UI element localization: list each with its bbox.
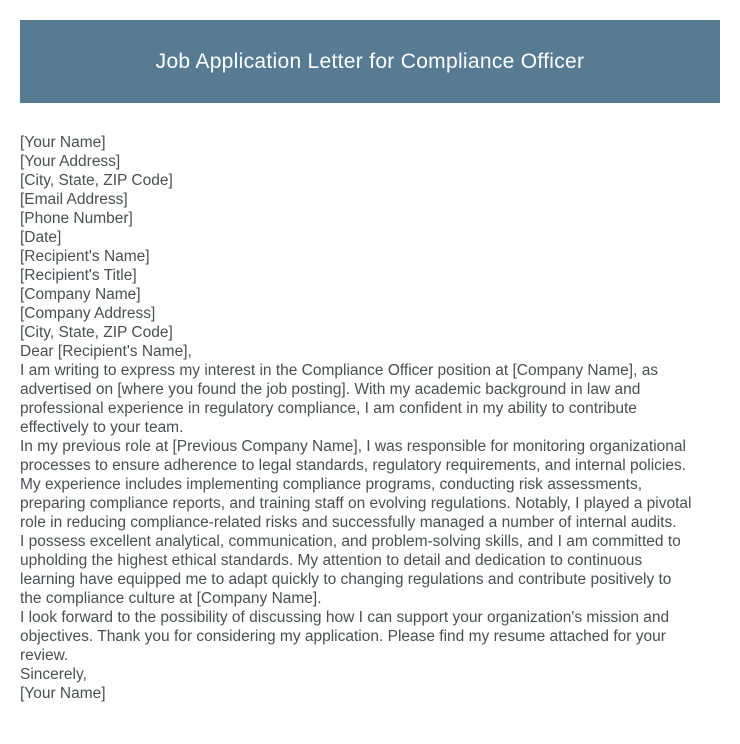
letter-line: [Your Name] — [20, 134, 106, 151]
letter-line: My experience includes implementing compliance programs, conducting risk assessments, — [20, 476, 642, 493]
letter-line: I look forward to the possibility of discussing how I can support your organization's mission and — [20, 609, 670, 626]
letter-line: [Recipient's Name] — [20, 248, 150, 265]
letter-line: review. — [20, 647, 69, 664]
letter-line: [Recipient's Title] — [20, 267, 137, 284]
letter-line: Dear [Recipient's Name], — [20, 343, 192, 360]
letter-line: [Email Address] — [20, 191, 128, 208]
letter-line: objectives. Thank you for considering my application. Please find my resume attached for your — [20, 628, 666, 645]
letter-line: the compliance culture at [Company Name]. — [20, 590, 322, 607]
document-title: Job Application Letter for Compliance Officer — [155, 49, 585, 73]
letter-body — [20, 133, 720, 703]
letter-line: learning have equipped me to adapt quickly to changing regulations and contribute positively to — [20, 571, 672, 588]
letter-line: advertised on [where you found the job posting]. With my academic background in law and — [20, 381, 641, 398]
letter-line: effectively to your team. — [20, 419, 184, 436]
letter-line: preparing compliance reports, and training staff on evolving regulations. Notably, I played a pivotal — [20, 495, 692, 512]
letter-line: [Your Address] — [20, 153, 121, 170]
letter-line: processes to ensure adherence to legal standards, regulatory requirements, and internal policies. — [20, 457, 687, 474]
letter-line: I possess excellent analytical, communication, and problem-solving skills, and I am committed to — [20, 533, 681, 550]
letter-line: [Phone Number] — [20, 210, 133, 227]
document-header-bar — [20, 20, 720, 103]
letter-line: [City, State, ZIP Code] — [20, 172, 173, 189]
letter-line: [Company Name] — [20, 286, 141, 303]
letter-line: [Your Name] — [20, 685, 106, 702]
letter-line: [Company Address] — [20, 305, 156, 322]
letter-line: [Date] — [20, 229, 62, 246]
document-page — [0, 20, 740, 744]
letter-line: upholding the highest ethical standards. My attention to detail and dedication to continuous — [20, 552, 643, 569]
letter-line: professional experience in regulatory compliance, I am confident in my ability to contribute — [20, 400, 637, 417]
letter-line: I am writing to express my interest in the Compliance Officer position at [Company Name], as — [20, 362, 659, 379]
letter-line: role in reducing compliance-related risks and successfully managed a number of internal audits. — [20, 514, 677, 531]
letter-line: [City, State, ZIP Code] — [20, 324, 173, 341]
letter-line: In my previous role at [Previous Company Name], I was responsible for monitoring organizational — [20, 438, 686, 455]
letter-line: Sincerely, — [20, 666, 87, 683]
